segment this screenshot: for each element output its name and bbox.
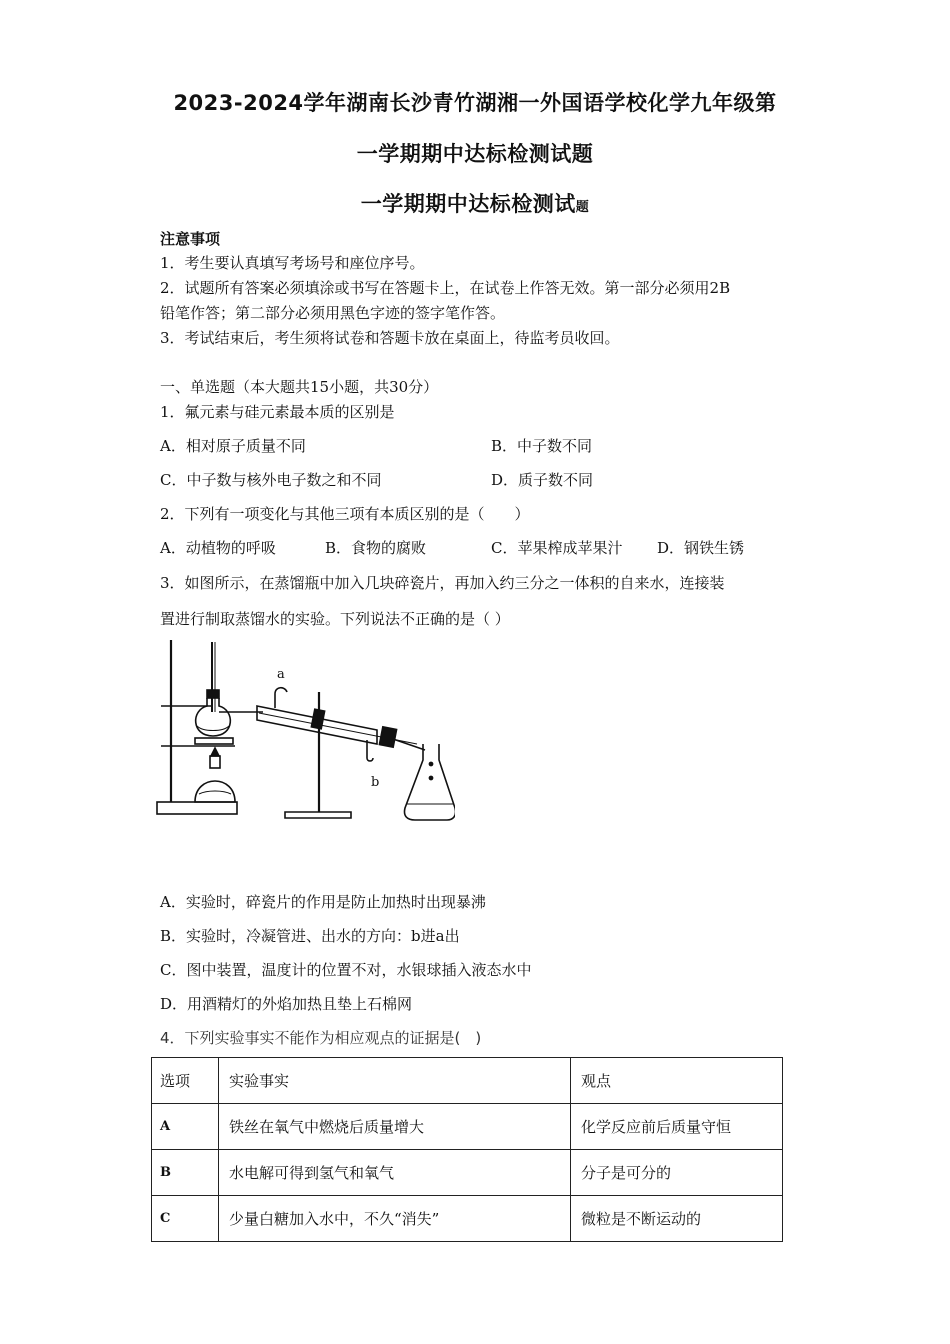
q1-option-d: D．质子数不同 <box>491 471 594 489</box>
table-header-row <box>152 1058 783 1104</box>
section-heading: 一、单选题（本大题共15小题，共30分） <box>160 378 439 396</box>
table-header-cell: 选项 <box>152 1058 219 1104</box>
q3-stem-line1: 3．如图所示，在蒸馏瓶中加入几块碎瓷片，再加入约三分之一体积的自来水，连接装 <box>160 574 725 592</box>
table-row <box>152 1196 783 1242</box>
q3-option-c: C．图中装置，温度计的位置不对，水银球插入液态水中 <box>160 961 532 979</box>
table-cell-fact: 铁丝在氧气中燃烧后质量增大 <box>219 1104 571 1150</box>
thermometer-stopper <box>207 690 219 698</box>
lamp-fuel <box>199 791 231 794</box>
receiving-flask <box>404 744 455 820</box>
flask-liquid <box>197 726 229 731</box>
q1-option-c: C．中子数与核外电子数之和不同 <box>160 471 382 489</box>
table-row <box>152 1150 783 1196</box>
table-header-cell: 观点 <box>571 1058 783 1104</box>
table-cell-fact: 少量白糖加入水中，不久“消失” <box>219 1196 571 1242</box>
q2-stem: 2．下列有一项变化与其他三项有本质区别的是（ ） <box>160 505 530 523</box>
notice-item: 铅笔作答；第二部分必须用黑色字迹的签字笔作答。 <box>160 304 506 322</box>
exam-title-line3 <box>0 188 950 218</box>
exam-title-line2: 一学期期中达标检测试题 <box>356 142 594 166</box>
adapter-tube <box>393 739 425 750</box>
q2-option-a: A．动植物的呼吸 <box>160 539 276 557</box>
adapter-stopper <box>379 727 396 747</box>
label-a: a <box>277 667 285 682</box>
q4-evidence-table <box>151 1057 783 1242</box>
table-cell-option: C <box>152 1196 219 1242</box>
q2-option-c: C．苹果榨成苹果汁 <box>491 539 623 557</box>
exam-title-line1: 2023-2024学年湖南长沙青竹湖湘一外国语学校化学九年级第 <box>173 91 777 115</box>
table-cell-fact: 水电解可得到氢气和氧气 <box>219 1150 571 1196</box>
notice-item: 2．试题所有答案必须填涂或书写在答题卡上，在试卷上作答无效。第一部分必须用2B <box>160 279 731 297</box>
q2-option-d: D．钢铁生锈 <box>657 539 745 557</box>
exam-title-line3-main: 一学期期中达标检测试 <box>360 192 576 216</box>
exam-title-line3-small: 题 <box>575 200 590 215</box>
table-cell-viewpoint: 微粒是不断运动的 <box>571 1196 783 1242</box>
lamp-flame <box>211 748 219 756</box>
distillate-drop <box>429 776 432 779</box>
notice-item: 1．考生要认真填写考场号和座位序号。 <box>160 254 425 272</box>
distillation-apparatus-diagram <box>155 640 455 830</box>
q1-option-b: B．中子数不同 <box>491 437 593 455</box>
label-b: b <box>371 775 380 790</box>
lamp-wick-holder <box>210 756 220 768</box>
distillate-drop <box>429 762 432 765</box>
water-port-a <box>275 688 287 708</box>
table-header-cell: 实验事实 <box>219 1058 571 1104</box>
table-cell-option: B <box>152 1150 219 1196</box>
q4-stem: 4．下列实验事实不能作为相应观点的证据是( ) <box>160 1029 482 1047</box>
asbestos-gauze <box>195 738 233 744</box>
middle-stand-base <box>285 812 351 818</box>
table-cell-option: A <box>152 1104 219 1150</box>
left-stand-base <box>157 802 237 814</box>
q3-stem-line2: 置进行制取蒸馏水的实验。下列说法不正确的是（ ） <box>160 610 510 628</box>
notice-item: 3．考试结束后，考生须将试卷和答题卡放在桌面上，待监考员收回。 <box>160 329 620 347</box>
table-cell-viewpoint: 分子是可分的 <box>571 1150 783 1196</box>
q1-option-a: A．相对原子质量不同 <box>160 437 306 455</box>
table-cell-viewpoint: 化学反应前后质量守恒 <box>571 1104 783 1150</box>
q3-option-d: D．用酒精灯的外焰加热且垫上石棉网 <box>160 995 413 1013</box>
q2-option-b: B．食物的腐败 <box>325 539 427 557</box>
q3-option-a: A．实验时，碎瓷片的作用是防止加热时出现暴沸 <box>160 893 486 911</box>
table-row <box>152 1104 783 1150</box>
q3-option-b: B．实验时，冷凝管进、出水的方向：b进a出 <box>160 927 460 945</box>
notice-heading: 注意事项 <box>160 230 221 248</box>
q1-stem: 1．氟元素与硅元素最本质的区别是 <box>160 403 395 421</box>
